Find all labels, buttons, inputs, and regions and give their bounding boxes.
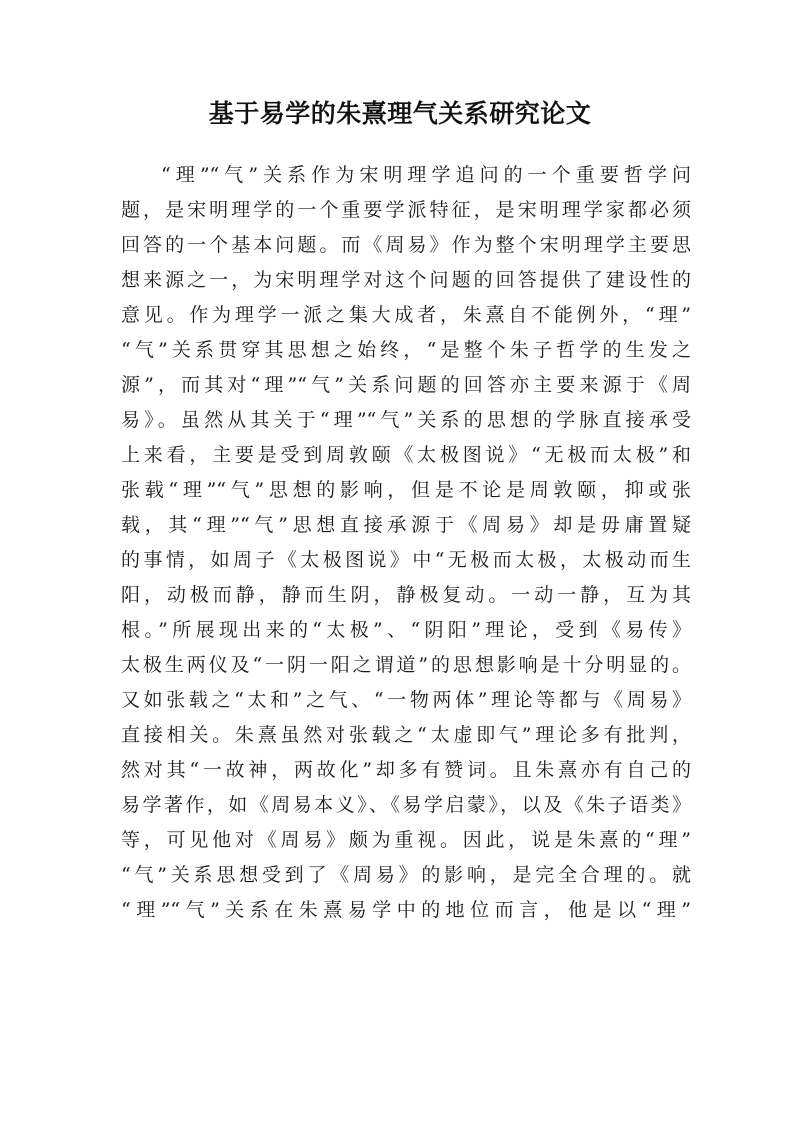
body-line: 回答的一个基本问题。而《周易》作为整个宋明理学主要思 <box>121 234 691 256</box>
body-line: 太极生两仪及“一阴一阳之谓道”的思想影响是十分明显的。 <box>121 654 691 676</box>
body-line: 直接相关。朱熹虽然对张载之“太虚即气”理论多有批判， <box>121 724 691 746</box>
body-line: 然对其“一故神，两故化”却多有赞词。且朱熹亦有自己的 <box>121 759 691 781</box>
body-line: 易学著作，如《周易本义》、《易学启蒙》，以及《朱子语类》 <box>121 794 691 816</box>
body-line: “气”关系思想受到了《周易》的影响，是完全合理的。就 <box>121 864 691 886</box>
body-line: 等，可见他对《周易》颇为重视。因此，说是朱熹的“理” <box>121 829 691 851</box>
body-line: 易》。虽然从其关于“理”“气”关系的思想的学脉直接承受 <box>121 409 691 431</box>
body-line: “气”关系贯穿其思想之始终，“是整个朱子哲学的生发之 <box>121 339 691 361</box>
body-line: 张载“理”“气”思想的影响，但是不论是周敦颐，抑或张 <box>121 479 691 501</box>
body-line: 载，其“理”“气”思想直接承源于《周易》却是毋庸置疑 <box>121 514 691 536</box>
body-line: “理”“气”关系在朱熹易学中的地位而言，他是以“理” <box>121 899 691 921</box>
body-line: “理”“气”关系作为宋明理学追问的一个重要哲学问 <box>161 164 691 186</box>
body-line: 的事情，如周子《太极图说》中“无极而太极，太极动而生 <box>121 549 691 571</box>
body-line: 阳，动极而静，静而生阴，静极复动。一动一静，互为其 <box>121 584 691 606</box>
body-line: 意见。作为理学一派之集大成者，朱熹自不能例外，“理” <box>121 304 691 326</box>
document-title: 基于易学的朱熹理气关系研究论文 <box>208 99 592 128</box>
body-line: 上来看，主要是受到周敦颐《太极图说》“无极而太极”和 <box>121 444 691 466</box>
body-line: 又如张载之“太和”之气、“一物两体”理论等都与《周易》 <box>121 689 691 711</box>
document-body <box>121 158 691 928</box>
body-line: 源”，而其对“理”“气”关系问题的回答亦主要来源于《周 <box>121 374 691 396</box>
body-line: 题，是宋明理学的一个重要学派特征，是宋明理学家都必须 <box>121 199 691 221</box>
body-line: 根。”所展现出来的“太极”、“阴阳”理论，受到《易传》 <box>121 619 691 641</box>
body-line: 想来源之一，为宋明理学对这个问题的回答提供了建设性的 <box>121 269 691 291</box>
